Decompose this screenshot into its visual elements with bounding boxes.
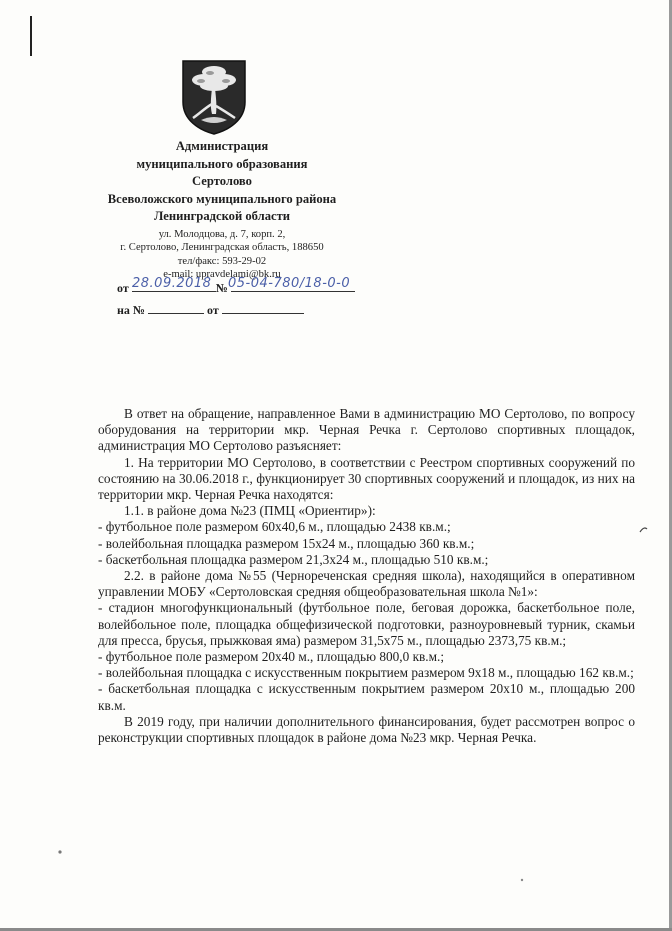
paragraph: 1.1. в районе дома №23 (ПМЦ «Ориентир»):	[124, 503, 376, 519]
org-line: Всеволожского муниципального района	[107, 191, 337, 206]
email-line: e-mail: upravdelami@bk.ru	[163, 269, 281, 281]
paragraph: В ответ на обращение, направленное Вами в администрацию МО Сертолово, по вопросу оборудования на территории мкр. Черная Речка г. Сертолово спортивных площадок, администрация МО Сертолово разъясняет:	[98, 406, 635, 454]
letterhead	[84, 138, 360, 282]
address-line: ул. Молодцова, д. 7, корп. 2,	[158, 228, 286, 240]
org-line: муниципального образования	[136, 156, 308, 171]
coat-of-arms-icon	[179, 58, 249, 136]
number-label: №	[215, 281, 228, 295]
handwritten-number: 05-04-780/18-0-0	[228, 276, 351, 291]
address-line: г. Сертолово, Ленинградская область, 188650	[120, 242, 324, 254]
org-line: Сертолово	[192, 174, 252, 188]
paragraph: 2.2. в районе дома №55 (Чернореченская средняя школа), находящийся в оперативном управлении МОБУ «Сертоловская средняя общеобразовательная школа №1»:	[98, 568, 635, 600]
handwritten-date: 28.09.2018	[132, 276, 212, 291]
org-line: Ленинградской области	[153, 209, 291, 223]
paragraph: В 2019 году, при наличии дополнительного финансирования, будет рассмотрен вопрос о реконструкции спортивных площадок в районе дома №23 мкр. Черная Речка.	[98, 713, 635, 746]
phone-line: тел/факс: 593-29-02	[177, 255, 267, 267]
list-item: - стадион многофункциональный (футбольное поле, беговая дорожка, баскетбольное поле, волейбольное поле, площадка общефизической подготовки, разноуровневый турник, скамьи для пресса, брусья, прыжковая яма) размером 31,5х75 м., площадью 2373,75 кв.м.;	[98, 600, 635, 648]
paragraph: 1. На территории МО Сертолово, в соответствии с Реестром спортивных сооружений по состоянию на 30.06.2018 г., функционирует 30 спортивных сооружений и площадок, из них на территории мкр. Черная Речка находятся:	[98, 454, 635, 503]
list-item: - футбольное поле размером 20х40 м., площадью 800,0 кв.м.;	[98, 649, 445, 665]
list-item: - футбольное поле размером 60х40,6 м., площадью 2438 кв.м.;	[98, 519, 451, 535]
incoming-reference	[117, 302, 304, 318]
from-label: от	[117, 281, 129, 295]
list-item: - волейбольная площадка размером 15х24 м., площадью 360 кв.м.;	[98, 535, 475, 551]
to-from-label: от	[206, 303, 219, 317]
list-item: - баскетбольная площадка с искусственным покрытием размером 20х10 м., площадью 200 кв.м.	[98, 681, 635, 713]
ref-date-blank	[222, 302, 304, 314]
to-label: на №	[117, 303, 145, 317]
org-line: Администрация	[175, 139, 269, 153]
list-item: - баскетбольная площадка размером 21,3х24 м., площадью 510 кв.м.;	[98, 551, 489, 567]
letter-body	[98, 406, 635, 746]
ref-number-blank	[148, 302, 204, 314]
list-item: - волейбольная площадка с искусственным покрытием размером 9х18 м., площадью 162 кв.м.;	[98, 665, 634, 681]
